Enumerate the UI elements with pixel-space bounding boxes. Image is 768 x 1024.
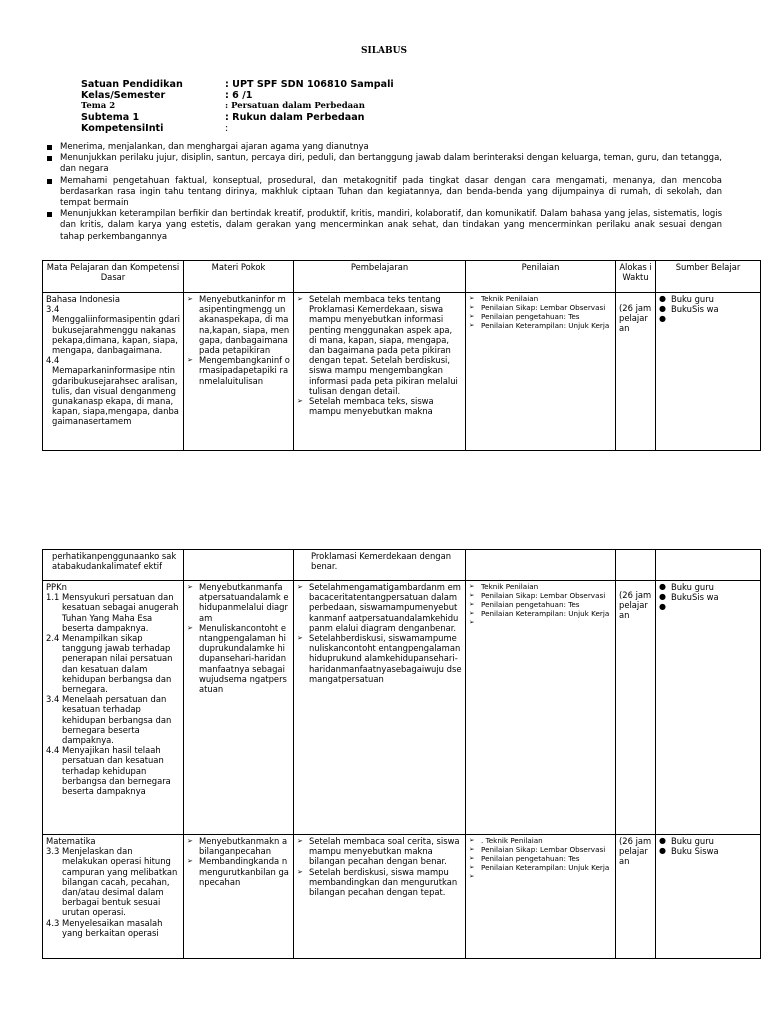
subject-title: PPKn [46,582,67,592]
meta-value: : Persatuan dalam Perbedaan [225,101,365,111]
kd-item [46,633,180,694]
cell-sumber [656,835,761,959]
penilaian-item: ➢ Penilaian pengetahuan: Tes [469,312,612,321]
cell-alokasi [616,835,656,959]
materi-item: ➢ Menyebutkanmanfa atpersatuandalamk ehidupanmelalui diagram [187,582,290,623]
kd-text: Menggaliinformasipentin gdaribukusejarahmenggu nakanaspekapa,dimana, kapan, siapa, mengapa, danbagaimana. [52,314,180,356]
pembelajaran-item: ➢ Setelah membaca soal cerita, siswa mampu menyebutkan makna bilangan pecahan dengan benar. [297,836,462,867]
sumber-item: ● Buku guru [659,294,757,304]
meta-value: : 6 /1 [225,90,253,101]
meta-row-satuan [81,79,394,90]
header-sumber: Sumber Belajar [656,261,761,293]
cell-sumber [656,293,761,451]
alokasi-waktu: (26 jam pelajar an [619,303,652,334]
penilaian-item: ➢ Penilaian Keterampilan: Unjuk Kerja [469,609,612,618]
cell-penilaian [466,550,616,581]
penilaian-item: ➢ Penilaian Keterampilan: Unjuk Kerja [469,863,612,872]
materi-item: ➢ Membandingkanda nmengurutkanbilan ganpecahan [187,856,290,887]
penilaian-item: ➢ . Teknik Penilaian [469,836,612,845]
kd-text: Mensyukuri persatuan dan kesatuan sebagai anugerah Tuhan Yang Maha Esa beserta dampaknya. [62,592,179,633]
cell-alokasi [616,581,656,835]
kd-text: Memaparkaninformasipe ntingdaribukusejarahsec aralisan, tulis, dan visual denganmenggunakanasp ekapa, di mana, kapan, siapa,mengapa, danbagaimanasertamem [52,365,179,427]
table-row [43,550,761,581]
cell-penilaian [466,581,616,835]
kd-text: Menyajikan hasil telaah persatuan dan kesatuan terhadap kehidupan berbangsa dan bernegara beserta dampaknya [62,745,171,797]
penilaian-item: ➢ Penilaian Sikap: Lembar Observasi [469,591,612,600]
kd-number: 4.4 [46,355,60,366]
penilaian-item: ➢ Penilaian Sikap: Lembar Observasi [469,845,612,854]
cell-mapel [43,550,184,581]
ki-item: Menerima, menjalankan, dan menghargai ajaran agama yang dianutnya [46,142,722,153]
kd-text: Menyelesaikan masalah yang berkaitan operasi [62,917,163,938]
sumber-item: ● BukuSis wa [659,592,757,602]
sumber-item: ● BukuSis wa [659,304,757,314]
ki-item: Menunjukkan perilaku jujur, disiplin, santun, percaya diri, peduli, dan bertanggung jawab dalam berinteraksi dengan keluarga, teman, guru, dan tetangga, dan negara [46,153,722,175]
pembelajaran-item: ➢ Setelah membaca teks tentang Proklamasi Kemerdekaan, siswa mampu menyebutkan informasi penting menggunakan aspek apa, di mana, kapan, siapa, mengapa, dan bagaimana pada peta pikiran dengan tepat. Setelah berdiskusi, siswa mampu mengembangkan informasi pada peta pikiran melalui tulisan dengan detail. [297,294,462,396]
cell-pembelajaran [294,835,466,959]
pembelajaran-item: Proklamasi Kemerdekaan dengan benar. [311,551,452,572]
kd-number: 1.1 [46,592,60,603]
kd-item [46,846,180,917]
cell-pembelajaran [294,581,466,835]
materi-item: ➢ Menuliskancontoht entangpengalaman hiduprukundalamke hidupansehari-haridanmanfaatnya sebagaiwujudsema ngatpersatuan [187,623,290,694]
kd-item [46,694,180,745]
table-row [43,835,761,959]
identity-block [81,79,394,134]
pembelajaran-item: ➢ Setelahberdiskusi, siswamampumenuliskancontoht entangpengalamanhiduprukund alamkehidupansehari-haridanmanfaatnyasebagaiwuju dsemangatpersatuan [297,633,462,684]
kd-text: perhatikanpenggunaanko sakatabakudankalimatef ektif [52,551,177,572]
alokasi-waktu: (26 jam pelajar an [619,836,652,867]
sumber-item: ● Buku Siswa [659,846,757,856]
cell-materi [184,293,294,451]
pembelajaran-item: ➢ Setelahmengamatigambardanm embacaceritatentangpersatuan dalamperbedaan, siswamampumenyebutkanmanf aatpersatuandalamkehidupanm elalui diagram denganbenar. [297,582,462,633]
subject-title: Bahasa Indonesia [46,294,120,304]
kd-text: Menjelaskan dan melakukan operasi hitung campuran yang melibatkan bilangan cacah, pecahan, dan/atau desimal dalam berbagai bentuk sesuai urutan operasi. [62,846,178,918]
meta-value: : UPT SPF SDN 106810 Sampali [225,79,394,90]
meta-key: Satuan Pendidikan [81,79,183,90]
pembelajaran-item: ➢ Setelah berdiskusi, siswa mampu membandingkan dan mengurutkan bilangan pecahan dengan tepat. [297,867,462,898]
meta-key: KompetensiInti [81,123,164,134]
table-row [43,581,761,835]
meta-row-kelas [81,90,394,101]
cell-alokasi [616,293,656,451]
kd-number: 4.4 [46,745,60,756]
penilaian-item: ➢ Penilaian pengetahuan: Tes [469,854,612,863]
penilaian-item: ➢ Teknik Penilaian [469,294,612,303]
document-title: SILABUS [361,46,407,56]
cell-materi [184,835,294,959]
penilaian-item: ➢ Penilaian pengetahuan: Tes [469,600,612,609]
meta-value: : [225,123,229,134]
ki-item: Memahami pengetahuan faktual, konseptual, prosedural, dan metakognitif pada tingkat dasar dengan cara mengamati, menanya, dan mencoba berdasarkan rasa ingin tahu tentang dirinya, makhluk ciptaan Tuhan dan kegiatannya, dan benda-benda yang dijumpainya di rumah, di sekolah, dan tempat bermain [46,176,722,210]
subject-title: Matematika [46,836,96,846]
penilaian-item: ➢ Teknik Penilaian [469,582,612,591]
silabus-table-page-1 [42,260,761,451]
cell-alokasi [616,550,656,581]
header-materi: Materi Pokok [184,261,294,293]
cell-pembelajaran [294,550,466,581]
kd-number: 3.3 [46,846,60,857]
sumber-item: ● Buku guru [659,582,757,592]
meta-key: Tema 2 [81,101,116,111]
kd-item [46,918,180,938]
table-header-row [43,261,761,293]
cell-mapel [43,293,184,451]
header-alokasi: Alokas i Waktu [616,261,656,293]
meta-row-tema [81,101,394,112]
meta-row-subtema [81,112,394,123]
ki-item: Menunjukkan keterampilan berfikir dan bertindak kreatif, produktif, kritis, mandiri, kolaboratif, dan komunikatif. Dalam bahasa yang jelas, sistematis, logis dan kritis, dalam karya yang estetis, dalam gerakan yang mencerminkan anak sehat, dan tindakan yang mencerminkan perilaku anak sesuai dengan tahap perkembangannya [46,209,722,243]
alokasi-waktu: (26 jam pelajar an [619,590,652,621]
kd-number: 3.4 [46,694,60,705]
silabus-table-page-2 [42,549,761,959]
kd-number: 2.4 [46,633,60,644]
kd-number: 4.3 [46,917,60,928]
materi-item: ➢ Menyebutkanmakn abilanganpecahan [187,836,290,856]
meta-value: : Rukun dalam Perbedaan [225,112,365,123]
cell-mapel [43,835,184,959]
kompetensi-inti-list [46,142,722,243]
kd-text: Menampilkan sikap tanggung jawab terhadap penerapan nilai persatuan dan kesatuan dalam kehidupan berbangsa dan bernegara. [62,633,173,695]
kd-number: 3.4 [46,304,60,315]
cell-penilaian [466,293,616,451]
cell-sumber [656,550,761,581]
header-pembelajaran: Pembelajaran [294,261,466,293]
cell-materi [184,581,294,835]
header-mapel: Mata Pelajaran dan Kompetensi Dasar [43,261,184,293]
meta-key: Kelas/Semester [81,90,166,101]
materi-item: ➢ Menyebutkaninfor masipentingmengg unakanaspekapa, di mana,kapan, siapa, mengapa, danbagaimanapada petapikiran [187,294,290,355]
cell-mapel [43,581,184,835]
penilaian-item: ➢ Penilaian Sikap: Lembar Observasi [469,303,612,312]
pembelajaran-item: ➢ Setelah membaca teks, siswa mampu menyebutkan makna [297,396,462,416]
header-penilaian: Penilaian [466,261,616,293]
kd-text: Menelaah persatuan dan kesatuan terhadap kehidupan berbangsa dan bernegara beserta dampaknya. [62,694,172,746]
kd-item [46,592,180,633]
cell-pembelajaran [294,293,466,451]
kd-item [46,745,180,796]
meta-key: Subtema 1 [81,112,140,123]
table-row [43,293,761,451]
materi-item: ➢ Mengembangkaninf ormasipadapetapiki ranmelaluitulisan [187,355,290,386]
cell-sumber [656,581,761,835]
sumber-item: ● Buku guru [659,836,757,846]
cell-penilaian [466,835,616,959]
cell-materi [184,550,294,581]
meta-row-ki [81,123,394,134]
penilaian-item: ➢ Penilaian Keterampilan: Unjuk Kerja [469,321,612,330]
